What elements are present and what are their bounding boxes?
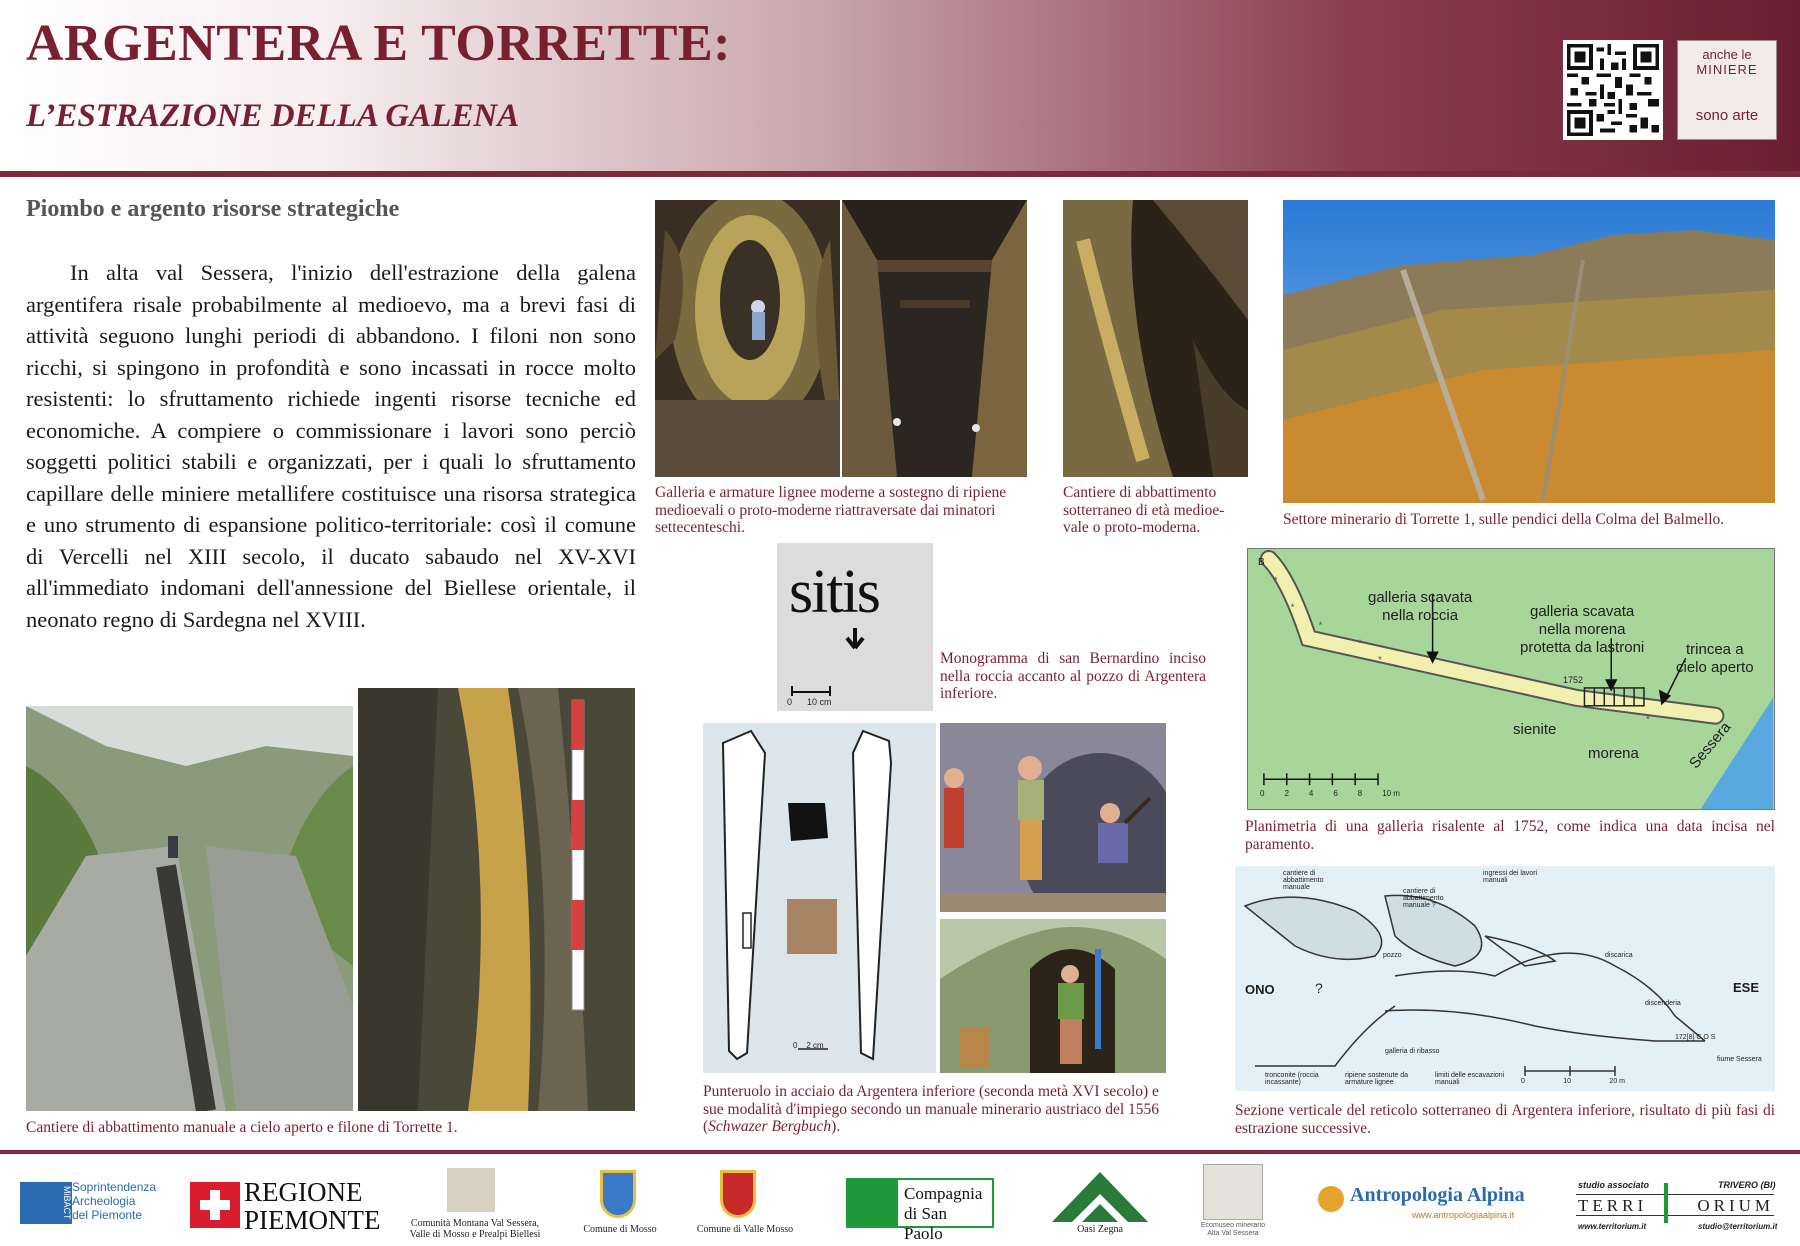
photo-filone: [358, 688, 635, 1111]
comunita-map-icon: [447, 1168, 495, 1212]
antropologia-alpina-logo: Antropologia Alpina: [1350, 1184, 1525, 1206]
svg-text:*: *: [1273, 575, 1278, 587]
comune-valle-mosso-logo: Comune di Valle Mosso: [696, 1224, 794, 1235]
label-limiti: limiti delle escavazioni manuali: [1435, 1072, 1505, 1086]
page-subtitle: L’ESTRAZIONE DELLA GALENA: [26, 98, 520, 134]
svg-text:*: *: [1358, 638, 1363, 650]
diagram-sezione: [1235, 866, 1775, 1091]
label-sienite: sienite: [1513, 721, 1557, 738]
label-cantiere-manuale-q: cantiere di abbattimento manuale ?: [1403, 888, 1444, 909]
label-ono: ONO: [1245, 982, 1275, 997]
section-heading: Piombo e argento risorse strategiche: [26, 196, 400, 222]
studio-associato-label: studio associato: [1578, 1180, 1650, 1190]
photo-cantiere-manuale: [26, 706, 353, 1111]
trivero-label: TRIVERO (BI): [1718, 1180, 1776, 1190]
label-ingressi: ingressi dei lavori manuali: [1483, 870, 1538, 884]
antropologia-url: www.antropologiaalpina.it: [1412, 1210, 1515, 1220]
svg-text:*: *: [1318, 620, 1323, 632]
caption-sezione: Sezione verticale del reticolo sotterraneo di Argentera inferiore, risultato di più fasi di estrazione successive.: [1235, 1102, 1775, 1137]
label-discarica: discarica: [1605, 952, 1633, 959]
label-galleria-roccia: galleria scavata nella roccia: [1368, 589, 1473, 624]
drawing-punteruolo: [703, 723, 936, 1073]
caption-settore: Settore minerario di Torrette 1, sulle pendici della Colma del Balmello.: [1283, 511, 1725, 528]
regione-emblem-icon: [190, 1182, 240, 1228]
label-fiume: fiume Sessera: [1717, 1056, 1762, 1063]
label-cantiere-manuale: cantiere di abbattimento manuale: [1283, 870, 1324, 891]
territorium-logo: TERRI ORIUM: [1576, 1194, 1774, 1216]
comunita-montana-logo: Comunità Montana Val Sessera, Valle di Mosso e Prealpi Biellesi: [409, 1218, 541, 1240]
sezione-scale: 0 10 20 m: [1521, 1078, 1625, 1085]
territorium-web: www.territorium.it: [1578, 1222, 1647, 1231]
svg-text:*: *: [1378, 655, 1382, 667]
valle-mosso-crest-icon: [720, 1170, 756, 1218]
mosso-crest-icon: [600, 1170, 636, 1218]
monogram-image: [777, 543, 933, 711]
label-question: ?: [1315, 980, 1323, 996]
oasi-zegna-logo: Oasi Zegna: [1077, 1224, 1123, 1235]
label-year: 1752: [1563, 675, 1584, 685]
body-paragraph: In alta val Sessera, l'inizio dell'estrazione della galena argentifera risale probabilmente al medioevo, ma a brevi fasi di attività seguono lunghi periodi di abbandono. I filoni non sono ricchi, si spingono in profondità e sono incassati in rocce molto resistenti: lo sfruttamento richiede ingenti risorse tecniche ed economiche. A compiere o commissionare i lavori sono perciò soggetti politici stabili e organizzati, per i quali lo sfruttamento capillare delle miniere metallifere costituisce una risorsa strategica e uno strumento di espansione politico-territoriale: così il comune di Vercelli nel XIII secolo, il ducato sabaudo nel XV-XVI all'immediato indomani dell'annessione del Biellese orientale, il neonato regno di Sardegna nel XVIII.: [26, 260, 636, 632]
caption-cantiere-sotterraneo: Cantiere di abbattimento sotterraneo di età medioe-vale o proto-moderna.: [1063, 484, 1225, 536]
label-roccia: tronconite (roccia incassante): [1265, 1072, 1319, 1086]
monogram-scale: 0 10 cm: [787, 697, 832, 707]
label-morena: morena: [1588, 745, 1639, 762]
map-planimetria: [1247, 548, 1775, 810]
soprintendenza-logo: Soprintendenza Archeologia del Piemonte: [72, 1180, 157, 1222]
label-trincea: trincea a cielo aperto: [1676, 641, 1754, 676]
tool-scale: 0 2 cm: [793, 1041, 824, 1050]
fresco-miners-1: [940, 723, 1166, 912]
monogram-glyph: sitis: [789, 558, 879, 626]
territorium-mail: studio@territorium.it: [1698, 1222, 1778, 1231]
svg-text:*: *: [1645, 714, 1650, 726]
territorium-tree-icon: [1664, 1183, 1668, 1223]
header-rule: [0, 171, 1800, 177]
caption-planimetria: Planimetria di una galleria risalente al 1752, come indica una data incisa nel paramento.: [1245, 818, 1775, 853]
label-pozzo: pozzo: [1383, 952, 1402, 959]
antropologia-sun-icon: [1318, 1186, 1344, 1212]
label-sessera: Sessera: [1686, 718, 1735, 772]
plan-scale: 0 2 4 6 8 10 m: [1260, 789, 1400, 798]
plan-letter: B: [1258, 557, 1265, 568]
footer-sponsors: [0, 1150, 1800, 1246]
mibac-logo: MiBACT: [20, 1182, 72, 1224]
qr-code[interactable]: [1563, 40, 1663, 140]
photo-gallery-shaft: [842, 200, 1027, 477]
caption-cantiere-manuale: Cantiere di abbattimento manuale a cielo aperto e filone di Torrette 1.: [26, 1119, 458, 1136]
compagnia-emblem-icon: [846, 1178, 896, 1228]
photo-gallery-tunnel: [655, 200, 840, 477]
label-ripiene: ripiene sostenute da armature lignee: [1345, 1072, 1409, 1086]
regione-piemonte-logo: REGIONE PIEMONTE: [244, 1177, 381, 1235]
label-discenderia: discenderia: [1645, 1000, 1681, 1007]
ecomuseo-icon: [1203, 1164, 1263, 1220]
fresco-miners-2: [940, 919, 1166, 1073]
caption-punteruolo: Punteruolo in acciaio da Argentera inferiore (seconda metà XVI secolo) e sue modalità d'impiego secondo un manuale minerario austriaco del 1556 (Schwazer Bergbuch).: [703, 1083, 1160, 1135]
label-galleria-ribasso: galleria di ribasso: [1385, 1048, 1440, 1055]
compagnia-san-paolo-logo: Compagnia di San Paolo: [896, 1178, 994, 1228]
svg-text:*: *: [1290, 602, 1295, 614]
comune-mosso-logo: Comune di Mosso: [583, 1224, 657, 1235]
oasi-zegna-mountain-icon: [1052, 1172, 1148, 1222]
label-date-cos: 172[8] C O S: [1675, 1034, 1716, 1041]
caption-monogramma: Monogramma di san Bernardino inciso nella roccia accanto al pozzo di Argentera inferiore.: [940, 650, 1206, 702]
page-title: ARGENTERA E TORRETTE:: [26, 15, 731, 72]
miniere-arte-logo: anche le MINIERE sono arte: [1677, 40, 1777, 140]
ecomuseo-logo: Ecomuseo minerario Alta Val Sessera: [1200, 1222, 1266, 1237]
photo-cantiere-sotterraneo: [1063, 200, 1248, 477]
label-galleria-morena: galleria scavata nella morena protetta da lastroni: [1520, 603, 1645, 656]
caption-gallery: Galleria e armature lignee moderne a sostegno di ripiene medioevali o proto-moderne riattraversate dai minatori settecenteschi.: [655, 484, 1007, 536]
photo-settore-torrette: [1283, 200, 1775, 503]
label-ese: ESE: [1733, 980, 1760, 995]
